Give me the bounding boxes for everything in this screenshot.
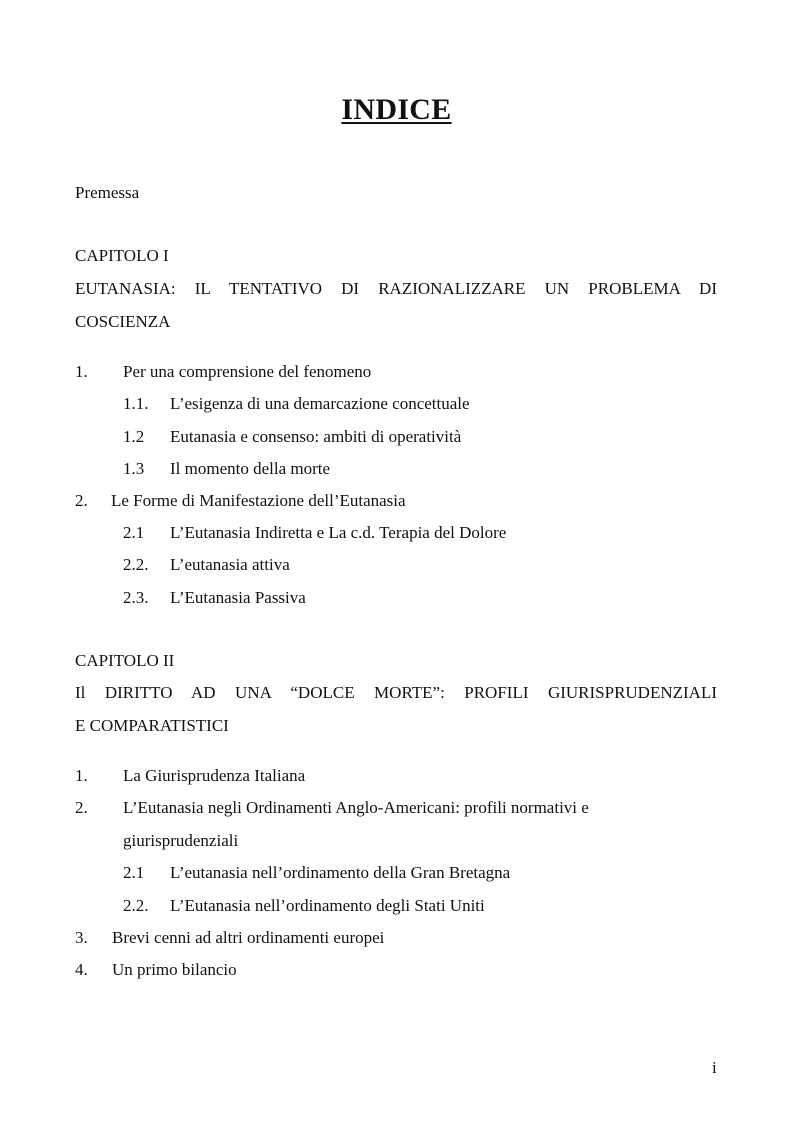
toc-text: Eutanasia e consenso: ambiti di operatività: [170, 427, 462, 446]
toc-text: L’Eutanasia Passiva: [170, 588, 306, 607]
toc-text: Il momento della morte: [170, 459, 331, 478]
toc-number: 1.1.: [123, 394, 149, 413]
page-title: INDICE: [341, 93, 452, 126]
toc-number: 3.: [75, 928, 88, 947]
page-number: i: [712, 1058, 717, 1077]
chapter-1-title-line2: COSCIENZA: [75, 312, 171, 331]
toc-text: L’eutanasia attiva: [170, 555, 290, 574]
chapter-2-title-line2: E COMPARATISTICI: [75, 716, 229, 735]
toc-text: L’Eutanasia Indiretta e La c.d. Terapia del Dolore: [170, 523, 507, 542]
toc-text: Brevi cenni ad altri ordinamenti europei: [112, 928, 385, 947]
toc-number: 4.: [75, 960, 88, 979]
toc-text: Un primo bilancio: [112, 960, 237, 979]
toc-number: 2.: [75, 798, 88, 817]
chapter-2-title-line1: Il DIRITTO AD UNA “DOLCE MORTE”: PROFILI GIURISPRUDENZIALI: [75, 683, 717, 702]
toc-number: 2.1: [123, 863, 145, 882]
toc-number: 1.3: [123, 459, 145, 478]
chapter-1-heading: CAPITOLO I: [75, 246, 169, 265]
toc-number: 2.2.: [123, 555, 149, 574]
toc-text: Per una comprensione del fenomeno: [123, 362, 372, 381]
toc-number: 2.3.: [123, 588, 149, 607]
toc-text: L’Eutanasia nell’ordinamento degli Stati Uniti: [170, 896, 485, 915]
toc-number: 2.: [75, 491, 88, 510]
toc-text: L’eutanasia nell’ordinamento della Gran Bretagna: [170, 863, 511, 882]
toc-number: 1.: [75, 766, 88, 785]
toc-text: L’esigenza di una demarcazione concettuale: [170, 394, 470, 413]
toc-text: La Giurisprudenza Italiana: [123, 766, 306, 785]
toc-text: L’Eutanasia negli Ordinamenti Anglo-Americani: profili normativi e: [123, 798, 589, 817]
toc-number: 1.2: [123, 427, 145, 446]
toc-number: 2.2.: [123, 896, 149, 915]
toc-premessa: Premessa: [75, 183, 140, 202]
toc-entry-2-2-continuation: giurisprudenziali: [123, 831, 239, 850]
toc-number: 1.: [75, 362, 88, 381]
chapter-2-heading: CAPITOLO II: [75, 651, 175, 670]
toc-text: Le Forme di Manifestazione dell’Eutanasia: [111, 491, 406, 510]
chapter-1-title-line1: EUTANASIA: IL TENTATIVO DI RAZIONALIZZARE UN PROBLEMA DI: [75, 279, 717, 298]
toc-number: 2.1: [123, 523, 145, 542]
